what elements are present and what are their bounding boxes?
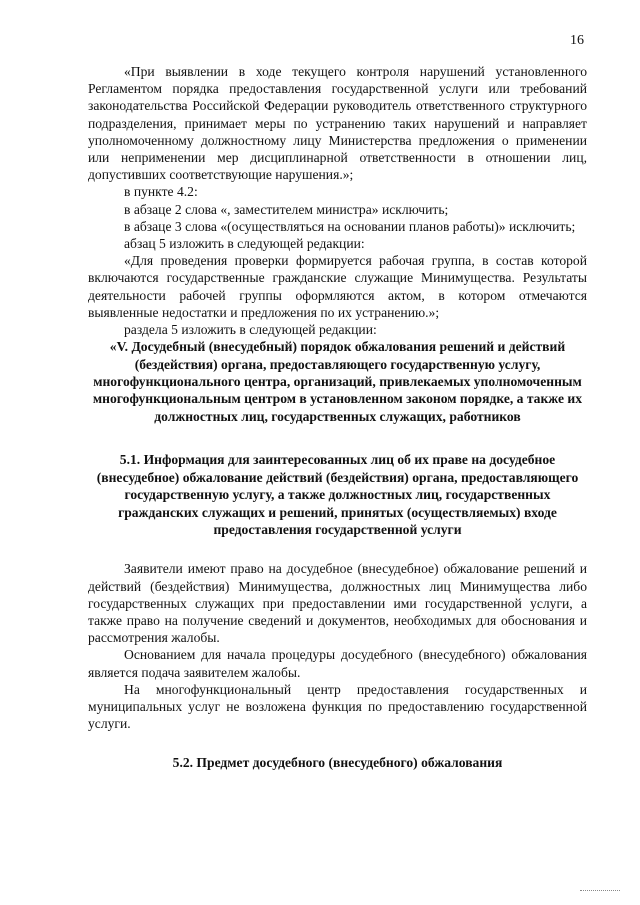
subsection-5-1-heading: 5.1. Информация для заинтересованных лиц об их праве на досудебное (внесудебное) обжалование действий (бездействия) органа, предоставляющего государственную услугу, а также должностных лиц, государственных гражданских служащих и решений, принятых (осуществляемых) входе предоставления государственной услуги xyxy=(96,452,579,537)
page-number: 16 xyxy=(570,33,584,48)
paragraph-abzac-3: в абзаце 3 слова «(осуществляться на основании планов работы)» исключить; xyxy=(124,218,576,234)
subsection-5-2-heading: 5.2. Предмет досудебного (внесудебного) обжалования xyxy=(172,755,503,771)
paragraph-abzac-5: абзац 5 изложить в следующей редакции: xyxy=(124,236,365,252)
paragraph-mfc: На многофункциональный центр предоставления государственных и муниципальных услуг не возложена функция по предоставлению государственной услуги. xyxy=(88,681,587,732)
paragraph-applicants-right: Заявители имеют право на досудебное (внесудебное) обжалование решений и действий (бездействия) Минимущества, должностных лиц Минимущества либо государственных служащих при предоставлении ими государственной услуги, а также право на получение сведений и документов, необходимых для обоснования и рассмотрения жалобы. xyxy=(88,561,587,646)
document-body xyxy=(88,63,587,772)
paragraph-section-5: раздела 5 изложить в следующей редакции: xyxy=(124,322,377,338)
section-5-heading: «V. Досудебный (внесудебный) порядок обжалования решений и действий (бездействия) органа, предоставляющего государственную услугу, многофункционального центра, организаций, привлекаемых уполномоченным многофункциональным центром в установленном законом порядке, а также их должностных лиц, государственных служащих, работников xyxy=(92,339,583,424)
paragraph-grounds: Основанием для начала процедуры досудебного (внесудебного) обжалования является подача заявителем жалобы. xyxy=(88,647,587,680)
paragraph-abzac-2: в абзаце 2 слова «, заместителем министра» исключить; xyxy=(124,201,449,217)
paragraph-quote-violations: «При выявлении в ходе текущего контроля нарушений установленного Регламентом порядка предоставления государственной услуги или требований законодательства Российской Федерации руководитель ответственного структурного подразделения, принимает меры по устранению таких нарушений и направляет уполномоченному должностному лицу Министерства предложения о применении или неприменении мер дисциплинарной ответственности в отношении лиц, допустивших соответствующие нарушения.»; xyxy=(88,64,587,183)
scan-artifact-line xyxy=(580,890,620,892)
paragraph-clause-4-2: в пункте 4.2: xyxy=(124,184,198,200)
paragraph-working-group: «Для проведения проверки формируется рабочая группа, в состав которой включаются государственные гражданские служащие Минимущества. Результаты деятельности рабочей группы оформляются актом, в котором отмечаются выявленные недостатки и предложения по их устранению.»; xyxy=(88,253,587,320)
